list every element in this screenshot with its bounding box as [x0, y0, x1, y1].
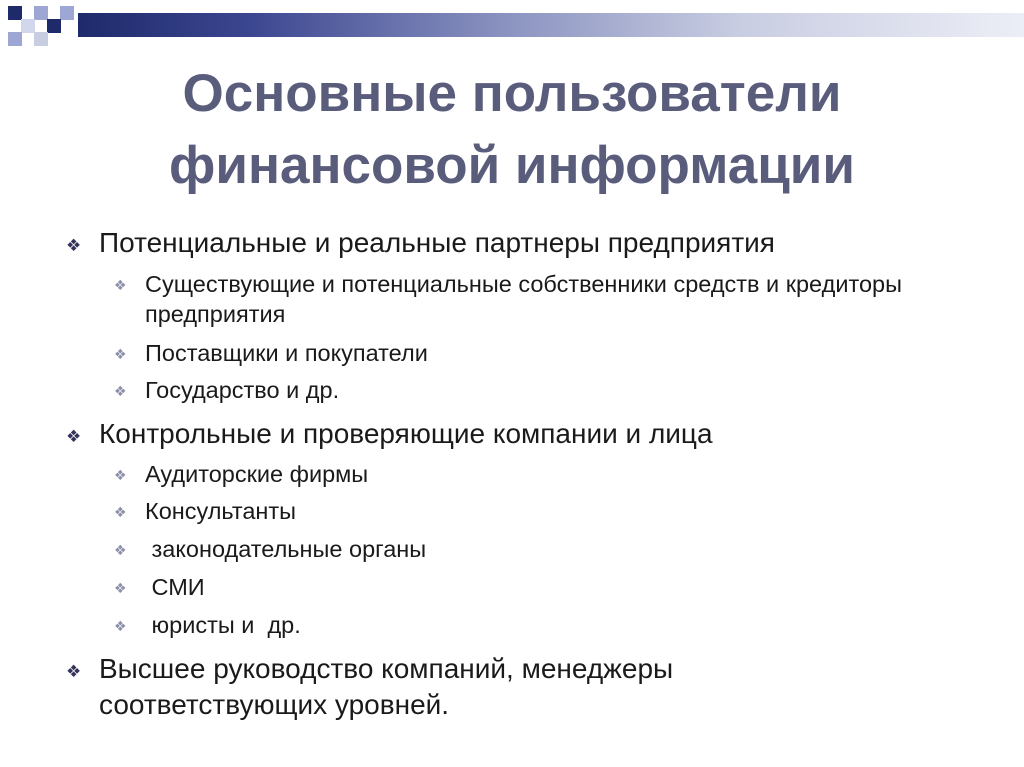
list-item: ❖ Высшее руководство компаний, менеджеры соответствующих уровней.: [66, 653, 674, 720]
list-item: ❖ юристы и др.: [114, 610, 934, 640]
diamond-dots-icon: ❖: [66, 662, 82, 682]
list-item: ❖ законодательные органы: [114, 534, 934, 564]
list-item: ❖ Существующие и потенциальные собственники средств и кредиторы предприятия: [114, 271, 902, 327]
diamond-dots-icon: ❖: [114, 468, 127, 484]
list-item: ❖ Контрольные и проверяющие компании и лица: [66, 416, 966, 452]
diamond-dots-icon: ❖: [66, 236, 82, 256]
list-item: ❖ Государство и др.: [114, 375, 934, 405]
diamond-dots-icon: ❖: [114, 278, 127, 294]
diamond-dots-icon: ❖: [114, 384, 127, 400]
title-line-2: финансовой информации: [169, 136, 855, 195]
diamond-dots-icon: ❖: [114, 619, 127, 635]
diamond-dots-icon: ❖: [114, 543, 127, 559]
diamond-dots-icon: ❖: [66, 427, 82, 447]
diamond-dots-icon: ❖: [114, 347, 127, 363]
title-line-1: Основные пользователи: [182, 64, 842, 123]
list-item: ❖ Аудиторские фирмы: [114, 459, 934, 489]
list-item: ❖ Поставщики и покупатели: [114, 338, 934, 368]
list-item: ❖ Потенциальные и реальные партнеры предприятия: [66, 225, 966, 261]
diamond-dots-icon: ❖: [114, 581, 127, 597]
list-item: ❖ СМИ: [114, 572, 934, 602]
list-item: ❖ Консультанты: [114, 496, 934, 526]
diamond-dots-icon: ❖: [114, 505, 127, 521]
